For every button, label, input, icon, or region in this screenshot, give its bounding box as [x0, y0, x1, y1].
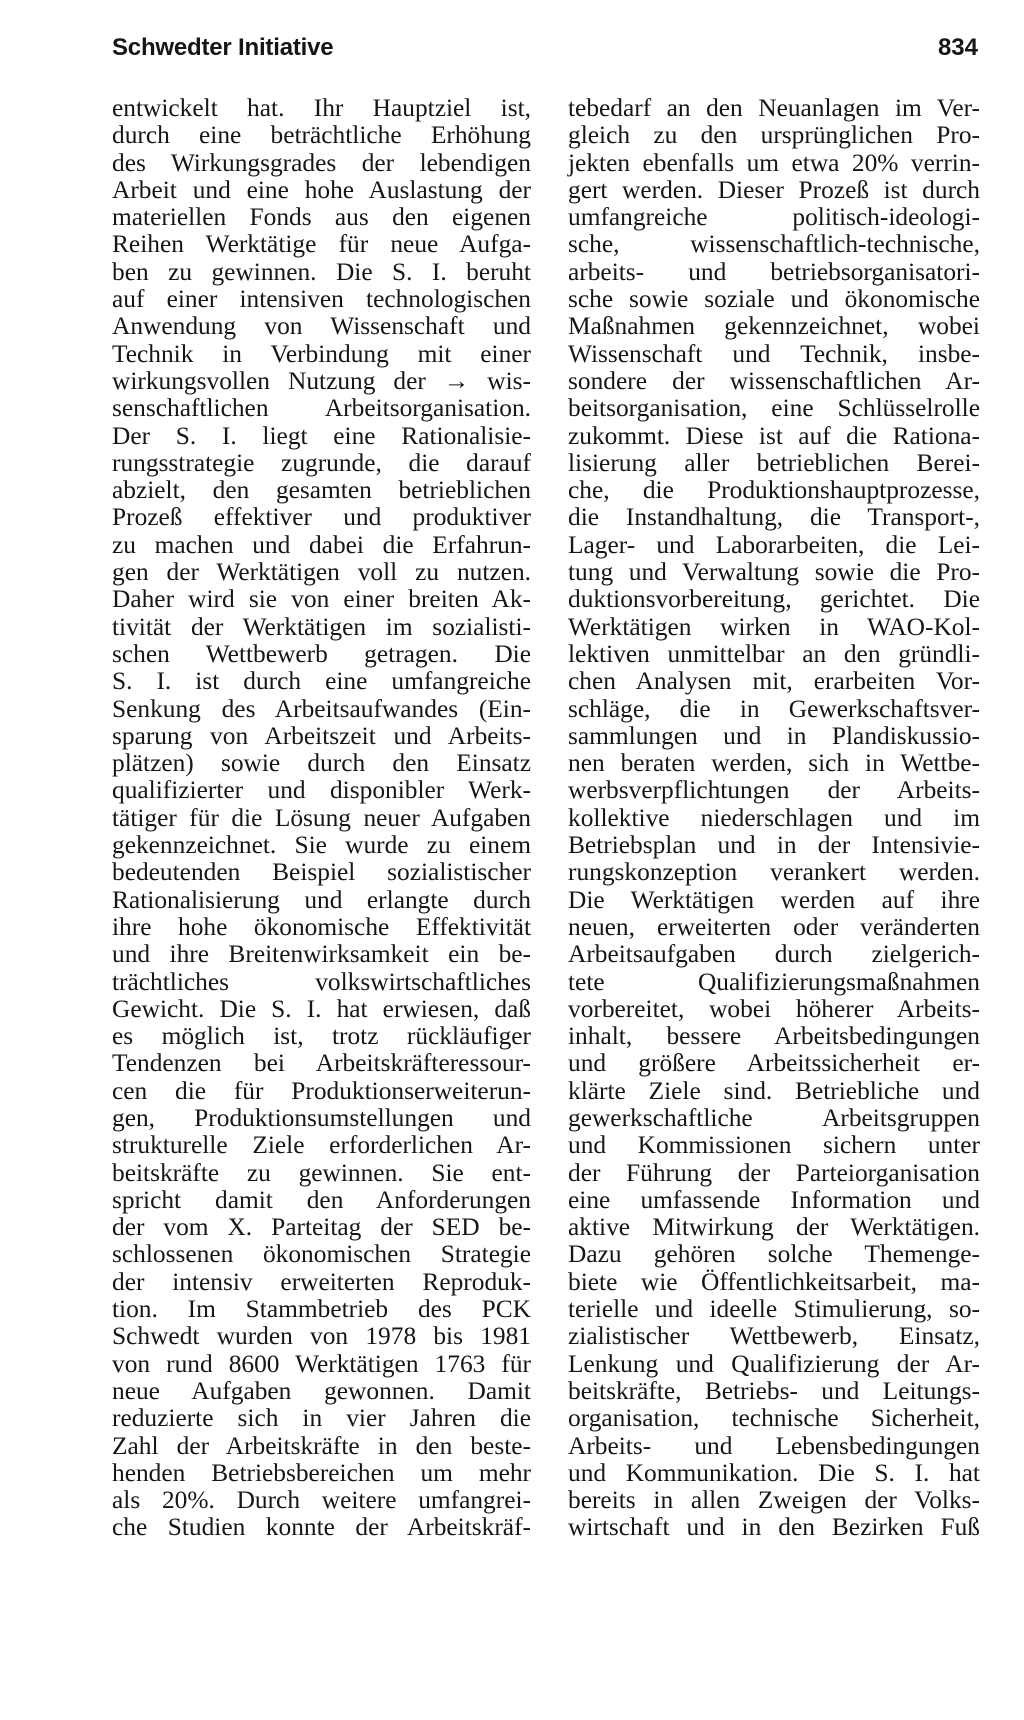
text-line: bedeutenden Beispiel sozialistischer	[112, 858, 531, 887]
text-line: gen der Werktätigen voll zu nutzen.	[112, 558, 531, 587]
text-line: gleich zu den ursprünglichen Pro-	[568, 121, 980, 150]
text-line: Arbeit und eine hohe Auslastung der	[112, 175, 531, 204]
text-line: gekennzeichnet. Sie wurde zu einem	[112, 831, 531, 860]
text-line: henden Betriebsbereichen um mehr	[112, 1458, 531, 1487]
text-line: werbsverpflichtungen der Arbeits-	[568, 776, 980, 805]
text-line: ihre hohe ökonomische Effektivität	[112, 912, 531, 941]
text-line: zu machen und dabei die Erfahrun-	[112, 530, 531, 559]
text-line: bereits in allen Zweigen der Volks-	[568, 1486, 980, 1515]
text-line: der vom X. Parteitag der SED be-	[112, 1213, 531, 1242]
text-line: zialistischer Wettbewerb, Einsatz,	[568, 1322, 980, 1351]
text-line: rungskonzeption verankert werden.	[568, 858, 980, 887]
text-line: senschaftlichen Arbeitsorganisation.	[112, 394, 531, 423]
text-line: materiellen Fonds aus den eigenen	[112, 203, 531, 232]
text-line: cen die für Produktionserweiterun-	[112, 1076, 531, 1105]
text-line: Lager- und Laborarbeiten, die Lei-	[568, 530, 980, 559]
text-line: Prozeß effektiver und produktiver	[112, 503, 531, 532]
text-line: Betriebsplan und in der Intensivie-	[568, 831, 980, 860]
text-line: klärte Ziele sind. Betriebliche und	[568, 1076, 980, 1105]
text-line: gewerkschaftliche Arbeitsgruppen	[568, 1103, 980, 1132]
text-line: entwickelt hat. Ihr Hauptziel ist,	[112, 94, 531, 122]
page-number: 834	[937, 34, 978, 61]
text-line: tätiger für die Lösung neuer Aufgaben	[112, 803, 531, 832]
text-line: tebedarf an den Neuanlagen im Ver-	[568, 94, 980, 122]
text-line: qualifizierter und disponibler Werk-	[112, 776, 531, 805]
text-line: Zahl der Arbeitskräfte in den beste-	[112, 1431, 531, 1460]
text-line: und Kommunikation. Die S. I. hat	[568, 1458, 980, 1487]
text-line: zukommt. Diese ist auf die Rationa-	[568, 421, 980, 450]
text-line: strukturelle Ziele erforderlichen Ar-	[112, 1131, 531, 1160]
text-line: duktionsvorbereitung, gerichtet. Die	[568, 585, 980, 614]
text-line: und ihre Breitenwirksamkeit ein be-	[112, 940, 531, 969]
text-line: trächtliches volkswirtschaftliches	[112, 967, 531, 996]
text-line: ben zu gewinnen. Die S. I. beruht	[112, 257, 531, 286]
text-line: Arbeits- und Lebensbedingungen	[568, 1431, 980, 1460]
text-line: sparung von Arbeitszeit und Arbeits-	[112, 721, 531, 750]
text-line: Daher wird sie von einer breiten Ak-	[112, 585, 531, 614]
text-line: sche sowie soziale und ökonomische	[568, 285, 980, 314]
running-head: Schwedter Initiative	[112, 34, 334, 61]
text-line: che, die Produktionshauptprozesse,	[568, 476, 980, 505]
text-line: gen, Produktionsumstellungen und	[112, 1103, 531, 1132]
text-line: Schwedt wurden von 1978 bis 1981	[112, 1322, 531, 1351]
text-line: als 20%. Durch weitere umfangrei-	[112, 1486, 531, 1515]
text-line: Werktätigen wirken in WAO-Kol-	[568, 612, 980, 641]
text-line: Arbeitsaufgaben durch zielgerich-	[568, 940, 980, 969]
text-line: des Wirkungsgrades der lebendigen	[112, 148, 531, 177]
text-line: beitskräfte, Betriebs- und Leitungs-	[568, 1376, 980, 1405]
text-line: tivität der Werktätigen im sozialisti-	[112, 612, 531, 641]
text-line: durch eine beträchtliche Erhöhung	[112, 121, 531, 150]
text-column-left	[112, 95, 531, 1542]
text-line: Reihen Werktätige für neue Aufga-	[112, 230, 531, 259]
text-column-right	[568, 95, 980, 1542]
text-line: abzielt, den gesamten betrieblichen	[112, 476, 531, 505]
text-line: schlossenen ökonomischen Strategie	[112, 1240, 531, 1269]
text-line: umfangreiche politisch-ideologi-	[568, 203, 980, 232]
text-line: organisation, technische Sicherheit,	[568, 1404, 980, 1433]
text-line: plätzen) sowie durch den Einsatz	[112, 749, 531, 778]
text-line: sondere der wissenschaftlichen Ar-	[568, 366, 980, 395]
text-line: auf einer intensiven technologischen	[112, 285, 531, 314]
text-line: tion. Im Stammbetrieb des PCK	[112, 1295, 531, 1324]
text-line: gert werden. Dieser Prozeß ist durch	[568, 175, 980, 204]
text-line: und Kommissionen sichern unter	[568, 1131, 980, 1160]
text-line: eine umfassende Information und	[568, 1185, 980, 1214]
text-line: nen beraten werden, sich in Wettbe-	[568, 749, 980, 778]
text-line: reduzierte sich in vier Jahren die	[112, 1404, 531, 1433]
text-line: Tendenzen bei Arbeitskräfteressour-	[112, 1049, 531, 1078]
text-line: jekten ebenfalls um etwa 20% verrin-	[568, 148, 980, 177]
text-line: inhalt, bessere Arbeitsbedingungen	[568, 1022, 980, 1051]
text-line: sche, wissenschaftlich-technische,	[568, 230, 980, 259]
text-line: tete Qualifizierungsmaßnahmen	[568, 967, 980, 996]
text-line: aktive Mitwirkung der Werktätigen.	[568, 1213, 980, 1242]
text-line: und größere Arbeitssicherheit er-	[568, 1049, 980, 1078]
text-line: die Instandhaltung, die Transport-,	[568, 503, 980, 532]
text-line: neue Aufgaben gewonnen. Damit	[112, 1376, 531, 1405]
text-line: kollektive niederschlagen und im	[568, 803, 980, 832]
text-line: chen Analysen mit, erarbeiten Vor-	[568, 667, 980, 696]
text-line: Wissenschaft und Technik, insbe-	[568, 339, 980, 368]
text-line: der Führung der Parteiorganisation	[568, 1158, 980, 1187]
text-line: es möglich ist, trotz rückläufiger	[112, 1022, 531, 1051]
text-line: che Studien konnte der Arbeitskräf-	[112, 1513, 531, 1542]
text-line: arbeits- und betriebsorganisatori-	[568, 257, 980, 286]
text-line: Lenkung und Qualifizierung der Ar-	[568, 1349, 980, 1378]
text-line: schläge, die in Gewerkschaftsver-	[568, 694, 980, 723]
text-line: neuen, erweiterten oder veränderten	[568, 912, 980, 941]
text-line: Maßnahmen gekennzeichnet, wobei	[568, 312, 980, 341]
text-line: spricht damit den Anforderungen	[112, 1185, 531, 1214]
text-line: wirkungsvollen Nutzung der → wis-	[112, 366, 531, 395]
text-line: von rund 8600 Werktätigen 1763 für	[112, 1349, 531, 1378]
text-line: Rationalisierung und erlangte durch	[112, 885, 531, 914]
text-line: der intensiv erweiterten Reproduk-	[112, 1267, 531, 1296]
text-line: beitsorganisation, eine Schlüsselrolle	[568, 394, 980, 423]
text-line: tung und Verwaltung sowie die Pro-	[568, 558, 980, 587]
text-line: vorbereitet, wobei höherer Arbeits-	[568, 994, 980, 1023]
text-line: lisierung aller betrieblichen Berei-	[568, 448, 980, 477]
text-line: Gewicht. Die S. I. hat erwiesen, daß	[112, 994, 531, 1023]
text-line: sammlungen und in Plandiskussio-	[568, 721, 980, 750]
text-line: Anwendung von Wissenschaft und	[112, 312, 531, 341]
text-line: schen Wettbewerb getragen. Die	[112, 639, 531, 668]
page-header	[112, 34, 978, 70]
text-line: Senkung des Arbeitsaufwandes (Ein-	[112, 694, 531, 723]
text-line: beitskräfte zu gewinnen. Sie ent-	[112, 1158, 531, 1187]
text-line: S. I. ist durch eine umfangreiche	[112, 667, 531, 696]
text-line: Die Werktätigen werden auf ihre	[568, 885, 980, 914]
text-line: rungsstrategie zugrunde, die darauf	[112, 448, 531, 477]
text-line: Dazu gehören solche Themenge-	[568, 1240, 980, 1269]
text-line: Technik in Verbindung mit einer	[112, 339, 531, 368]
text-line: Der S. I. liegt eine Rationalisie-	[112, 421, 531, 450]
text-line: lektiven unmittelbar an den gründli-	[568, 639, 980, 668]
text-line: terielle und ideelle Stimulierung, so-	[568, 1295, 980, 1324]
text-line: wirtschaft und in den Bezirken Fuß	[568, 1513, 980, 1542]
text-line: biete wie Öffentlichkeitsarbeit, ma-	[568, 1267, 980, 1296]
